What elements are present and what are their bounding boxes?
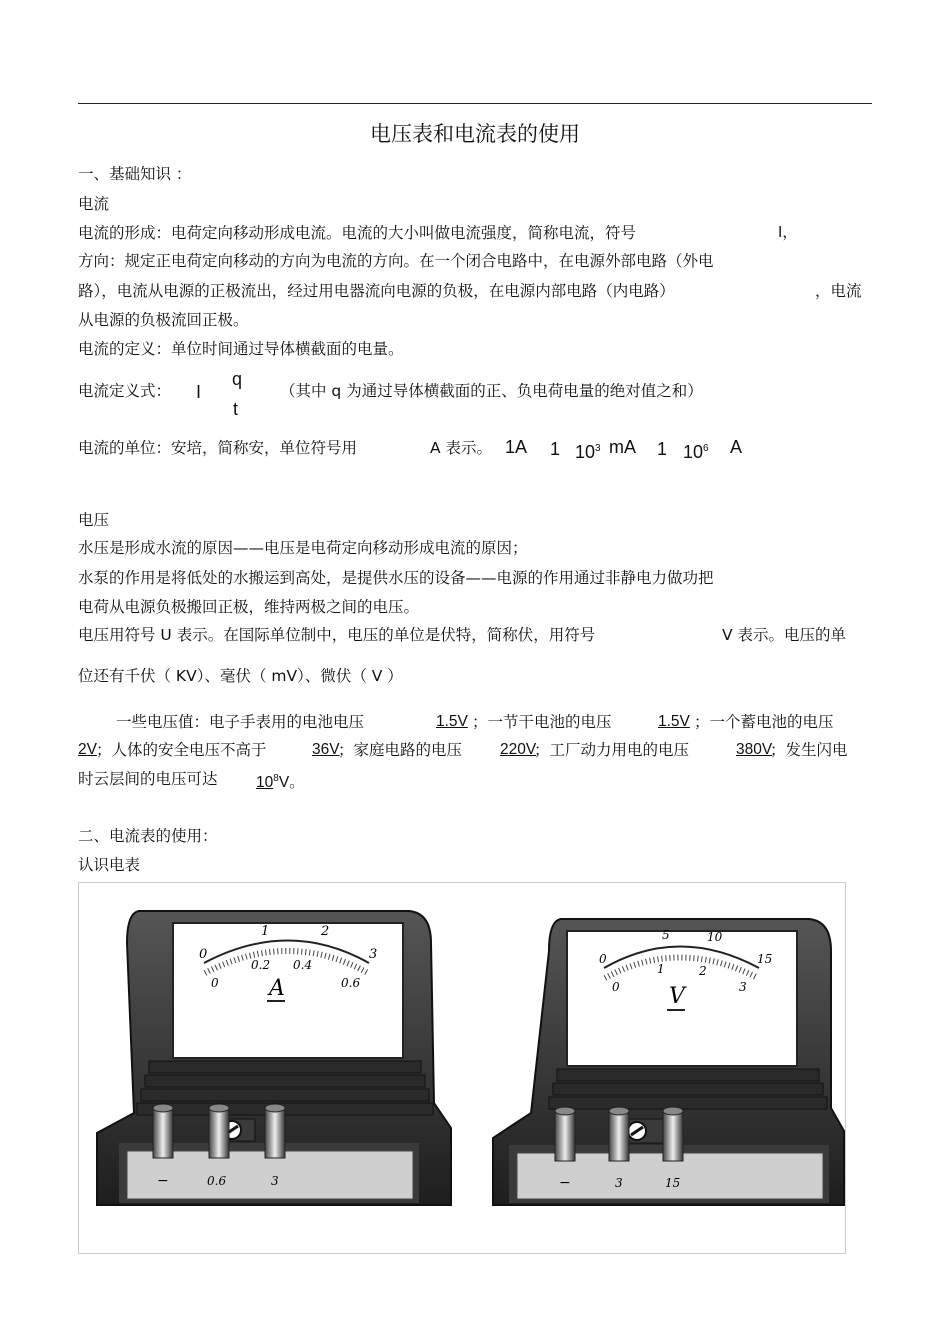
voltage-heading: 电压 (78, 511, 110, 529)
voltmeter-lower-2: 2 (699, 964, 707, 978)
voltmeter-upper-0: 0 (599, 952, 607, 966)
voltmeter-terminal-label-3: 3 (615, 1176, 623, 1190)
ammeter-lower-06: 0.6 (341, 976, 361, 990)
values-p1a: 一些电压值：电子手表用的电池电压 (116, 713, 365, 731)
unit-eq-ten-6 (683, 438, 709, 463)
voltage-line-1: 水压是形成水流的原因——电压是电荷定向移动形成电流的原因； (78, 539, 528, 557)
ammeter-lower-04: 0.4 (293, 958, 313, 972)
formula-denominator: t (233, 399, 239, 419)
voltmeter (493, 919, 844, 1205)
value-dry-cell: 1.5V (658, 713, 690, 730)
direction-line-1: 方向：规定正电荷定向移动的方向为电流的方向。在一个闭合电路中，在电源外部电路（外电 (78, 252, 714, 270)
section-heading-ammeter: 二、电流表的使用： (78, 827, 218, 845)
voltmeter-terminal-15[interactable] (663, 1107, 683, 1161)
meters-heading: 认识电表 (78, 856, 141, 874)
value-lightning-exp: 8 (273, 773, 279, 784)
values-p1b: ；一节干电池的电压 (472, 713, 612, 731)
unit-text: 电流的单位：安培，简称安，单位符号用 (78, 439, 358, 457)
section-heading-basics: 一、基础知识 ： (78, 165, 192, 183)
value-lightning-unit: V。 (278, 774, 305, 792)
ammeter-lower-0: 0 (211, 976, 219, 990)
formula-label: 电流定义式： (78, 382, 172, 400)
voltage-line-5: 位还有千伏（ KV）、毫伏（ mV）、微伏（ V ） (78, 667, 403, 685)
voltage-line-4: 电压用符号 U 表示。在国际单位制中，电压的单位是伏特，简称伏，用符号 (78, 626, 596, 644)
values-p2a: ；人体的安全电压不高于 (96, 741, 267, 759)
voltmeter-upper-5: 5 (662, 928, 670, 942)
unit-eq-ma: mA (609, 437, 636, 457)
voltmeter-unit: V (669, 984, 685, 1009)
ammeter (97, 911, 451, 1205)
formula-i: I (196, 382, 202, 402)
value-lead-battery: 2V (78, 741, 97, 758)
ammeter-upper-2: 2 (321, 924, 330, 939)
direction-line-3: 从电源的负极流回正极。 (78, 311, 249, 329)
unit-eq-base: 10 (575, 442, 596, 462)
current-formation-text: 电流的形成：电荷定向移动形成电流。电流的大小叫做电流强度，简称电流，符号 (78, 224, 637, 242)
value-industrial: 380V (736, 741, 773, 758)
unit-eq-one: 1 (550, 439, 561, 459)
ammeter-upper-3: 3 (369, 947, 378, 962)
voltage-line-3: 电荷从电源负极搬回正极，维持两极之间的电压。 (78, 598, 420, 616)
formula-note: （其中 q 为通过导体横截面的正、负电荷电量的绝对值之和） (280, 382, 703, 400)
value-watch-battery: 1.5V (436, 713, 468, 730)
voltmeter-terminal-neg[interactable] (555, 1107, 575, 1161)
ammeter-upper-1: 1 (261, 924, 270, 939)
voltmeter-terminal-3[interactable] (609, 1107, 629, 1161)
unit-eq-base-2: 10 (683, 442, 704, 462)
header-rule (78, 103, 872, 104)
voltmeter-upper-10: 10 (707, 930, 723, 944)
value-lightning (256, 768, 305, 794)
ammeter-lower-02: 0.2 (251, 958, 271, 972)
meters-illustration (79, 883, 845, 1253)
current-formation-line (78, 222, 636, 244)
values-p1c: ；一个蓄电池的电压 (694, 713, 834, 731)
voltage-line-4-end: V 表示。电压的单 (722, 626, 847, 644)
direction-line-2-end: ，电流 (815, 282, 862, 300)
ammeter-unit: A (269, 976, 285, 1001)
unit-eq-exp-2: 6 (703, 443, 709, 454)
voltmeter-upper-15: 15 (757, 952, 773, 966)
unit-eq-exp: 3 (595, 443, 601, 454)
ammeter-terminal-neg[interactable] (153, 1104, 173, 1158)
ammeter-upper-0: 0 (199, 947, 208, 962)
current-symbol: I， (778, 224, 798, 241)
values-p2b: ；家庭电路的电压 (338, 741, 463, 759)
ammeter-terminal-label-neg: − (157, 1173, 169, 1189)
voltmeter-terminal-label-15: 15 (665, 1176, 681, 1190)
unit-eq-one-2: 1 (657, 439, 668, 459)
voltage-line-2: 水泵的作用是将低处的水搬运到高处，是提供水压的设备——电源的作用通过非静电力做功把 (78, 569, 714, 587)
page-title: 电压表和电流表的使用 (370, 122, 580, 146)
values-p2d: ；发生闪电 (770, 741, 848, 759)
values-p3a: 时云层间的电压可达 (78, 770, 218, 788)
current-heading: 电流 (78, 195, 110, 213)
unit-symbol: A 表示。 (430, 439, 493, 457)
meters-figure (78, 882, 846, 1254)
voltmeter-lower-3: 3 (739, 980, 747, 994)
value-safe-voltage: 36V (312, 741, 340, 758)
ammeter-terminal-label-3: 3 (271, 1174, 279, 1188)
formula-numerator: q (232, 369, 243, 389)
ammeter-terminal-06[interactable] (209, 1104, 229, 1158)
voltmeter-lower-1: 1 (657, 962, 665, 976)
voltmeter-terminal-label-neg: − (559, 1175, 571, 1191)
value-lightning-base: 10 (256, 774, 274, 792)
value-household: 220V (500, 741, 537, 758)
ammeter-terminal-3[interactable] (265, 1104, 285, 1158)
voltmeter-lower-0: 0 (612, 980, 620, 994)
current-definition: 电流的定义：单位时间通过导体横截面的电量。 (78, 340, 404, 358)
unit-eq-1a: 1A (505, 437, 528, 457)
unit-eq-ten-3 (575, 438, 601, 463)
unit-eq-a: A (730, 437, 743, 457)
ammeter-terminal-label-06: 0.6 (207, 1174, 227, 1188)
direction-line-2: 路），电流从电源的正极流出，经过用电器流向电源的负极，在电源内部电路（内电路） (78, 282, 675, 300)
values-p2c: ；工厂动力用电的电压 (534, 741, 690, 759)
